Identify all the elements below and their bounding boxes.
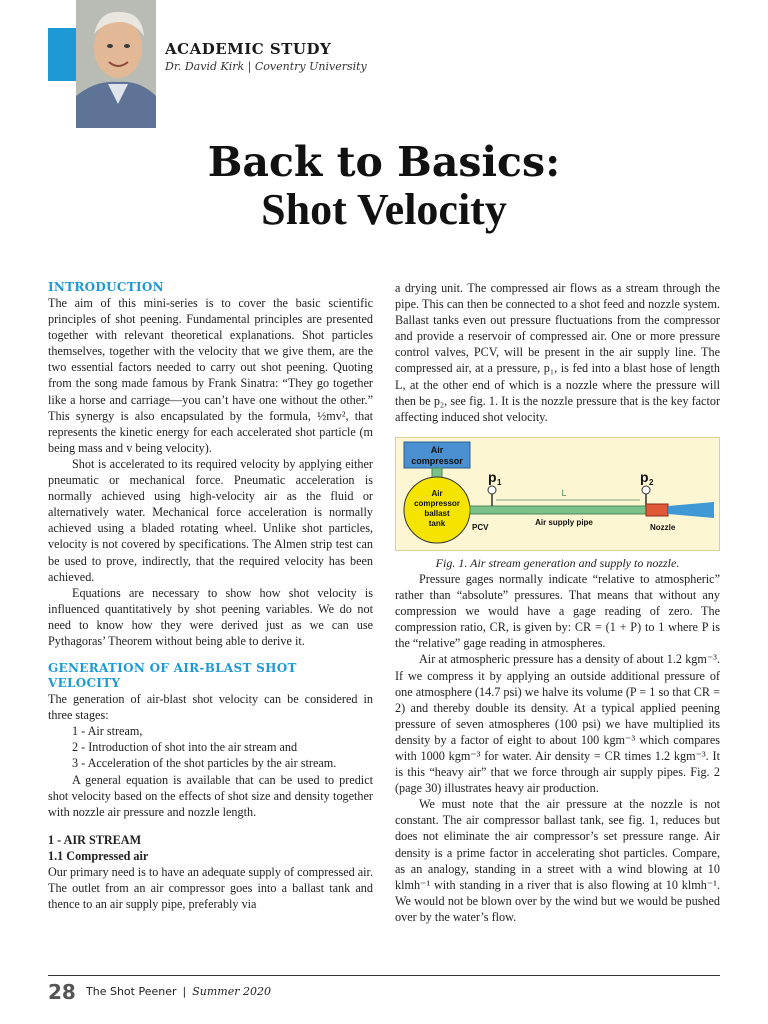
nozzle <box>646 504 668 516</box>
footer-separator: | <box>182 985 187 998</box>
left-column <box>48 280 373 912</box>
title-line-1: Back to Basics: <box>207 138 561 186</box>
stage-item-2: 2 - Introduction of shot into the air stream and <box>72 740 298 755</box>
intro-paragraph-1: The aim of this mini-series is to cover the basic scientific principles of shot peening. Fundamental principles are presented together with relevant theoretical explanations. Shot particles themselves, together with the velocity that we give them, are the two essential factors needed to carry out shot peening. Quoting from the song made famous by Frank Sinatra: “They go together like a horse and carriage—you can’t have one without the other.” This synergy is also encapsulated by the formula, ½mv², that represents the kinetic energy for each accelerated shot particle (m being mass and v being velocity). <box>48 296 373 455</box>
svg-text:1: 1 <box>497 477 502 487</box>
right-paragraph-4: We must note that the air pressure at the nozzle is not constant. The air compressor ballast tank, see fig. 1, reduces but does not eliminate the air compressor’s set pressure range. Air density is a prime factor in accelerating shot particles. Compare, as an analogy, standing in a street with a wind blowing at 10 klmh⁻¹ with standing in a river that is also flowing at 10 klmh⁻¹. We would not be blown over by the wind but we would be pushed over by the water’s flow. <box>395 797 720 924</box>
right-column <box>395 280 720 925</box>
figure-caption: Fig. 1. Air stream generation and supply to nozzle. <box>435 555 680 570</box>
article-title <box>0 138 768 234</box>
right-paragraph-2: Pressure gages normally indicate “relative to atmospheric” rather than “absolute” pressures. That means that without any compression we would have a gage reading of zero. The compression ratio, CR, is given by: CR = (1 + P) to 1 where P is the “relative” gage reading in atmospheres. <box>395 571 720 651</box>
p2-label: p <box>640 468 649 485</box>
svg-text:Air: Air <box>431 488 443 498</box>
stage-item-3: 3 - Acceleration of the shot particles by the air stream. <box>72 756 337 771</box>
nozzle-label: Nozzle <box>650 522 676 532</box>
intro-heading: INTRODUCTION <box>48 280 164 294</box>
stage-item-1: 1 - Air stream, <box>72 724 143 739</box>
publication-name: The Shot Peener <box>86 985 177 998</box>
publication-info <box>86 985 271 998</box>
length-label: L <box>561 487 567 498</box>
pcv-label: PCV <box>472 522 489 532</box>
section-kicker: ACADEMIC STUDY <box>165 40 332 58</box>
compressor-label-1: Air <box>430 444 444 455</box>
intro-paragraph-3: Equations are necessary to show how shot velocity is influenced quantitatively by shot peening variables. We do not need to know how they were derived just as we can use Pythagoras’ Theorem without being able to derive it. <box>48 585 373 648</box>
compressed-air-heading: 1.1 Compressed air <box>48 848 149 863</box>
pipe-label: Air supply pipe <box>535 517 593 527</box>
author-photo <box>76 0 156 128</box>
p1-label: p <box>488 468 497 485</box>
compressed-air-paragraph: Our primary need is to have an adequate supply of compressed air. The outlet from an air compressor goes into a ballast tank and thence to an air supply pipe, preferably via <box>48 865 373 912</box>
figure-1-diagram <box>395 437 720 551</box>
author-byline: Dr. David Kirk | Coventry University <box>165 60 367 73</box>
footer-rule <box>48 975 720 976</box>
right-paragraph-3: Air at atmospheric pressure has a density of about 1.2 kgm⁻³. If we compress it by applying an outside additional pressure of one atmosphere (14.7 psi) we halve its volume (P = 1 so that CR = 2) and thereby double its density. At a typical applied peening pressure of seven atmospheres (100 psi) we have multiplied its density by a factor of eight to about 100 kgm⁻³ which compares with 1000 kgm⁻³ for water. Air density = CR times 1.2 kgm⁻³. It is this “heavy air” that we force through air supply pipes. Fig. 2 (page 30) illustrates heavy air production. <box>395 652 720 796</box>
svg-text:ballast: ballast <box>424 508 450 518</box>
right-paragraph-1: a drying unit. The compressed air flows as a stream through the pipe. This can then be connected to a shot feed and nozzle system. Ballast tanks even out pressure fluctuations from the compressor and provide a reservoir of compressed air. One or more pressure control valves, PCV, will be present in the air supply line. The compressed air, at a pressure, p₁, is fed into a blast hose of length L, at the other end of which is a nozzle where the pressure will then be p₂, see fig. 1. It is the nozzle pressure that is the key factor affecting induced shot velocity. <box>395 281 720 424</box>
compressor-label-2: compressor <box>411 455 463 466</box>
generation-paragraph-1: The generation of air-blast shot velocity can be considered in three stages: <box>48 692 373 723</box>
issue-label: Summer 2020 <box>192 985 271 998</box>
svg-text:2: 2 <box>649 477 654 487</box>
generation-heading <box>48 661 373 691</box>
air-stream-heading: 1 - AIR STREAM <box>48 832 142 847</box>
air-supply-pipe <box>470 506 646 514</box>
intro-paragraph-2: Shot is accelerated to its required velocity by applying either pneumatic or mechanical force. Pneumatic acceleration is normally achieved using high-velocity air as the fluid or alternatively water. Mechanical force acceleration is normally achieved using a bladed rotating wheel. Unlike shot particles, velocity is not covered by specifications. The Almen strip test can be used to prove, indirectly, that the required velocity has been achieved. <box>48 456 373 584</box>
svg-text:compressor: compressor <box>414 498 460 508</box>
svg-text:tank: tank <box>428 518 446 528</box>
generation-paragraph-2: A general equation is available that can be used to predict shot velocity based on the effects of shot size and density together with nozzle air pressure and nozzle length. <box>48 772 373 819</box>
page-number: 28 <box>48 980 76 1004</box>
generation-heading-line-1: GENERATION OF AIR-BLAST SHOT <box>48 661 297 676</box>
generation-heading-line-2: VELOCITY <box>48 676 121 691</box>
title-line-2: Shot Velocity <box>261 185 507 234</box>
accent-tab <box>48 28 78 81</box>
